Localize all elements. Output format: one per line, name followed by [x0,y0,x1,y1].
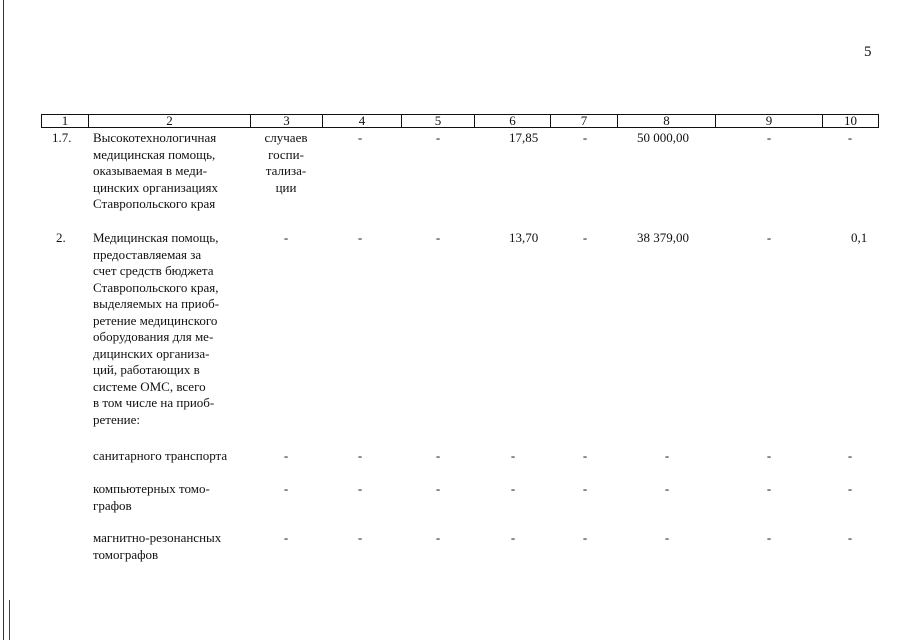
header-col-8: 8 [617,114,716,128]
description-line: томографов [93,546,159,562]
description-line: дицинских организа- [93,345,210,361]
header-col-1: 1 [41,114,89,128]
cell-col-7: - [582,448,588,463]
row-description [93,481,245,514]
cell-col-6: - [510,481,516,496]
header-col-4: 4 [322,114,402,128]
cell-col-5: - [435,481,441,496]
unit-cell: - [283,481,289,496]
header-col-6: 6 [474,114,551,128]
unit-line: случаев [264,130,308,145]
cell-col-10: - [847,448,853,463]
cell-col-6: 13,70 [509,230,539,245]
row-description [93,230,245,428]
cell-col-8: - [664,448,670,463]
cell-col-9: - [766,530,772,545]
description-line: графов [93,497,132,513]
row-description: санитарного транспорта [93,448,228,463]
row-description [93,130,245,213]
unit-cell: - [283,448,289,463]
description-line: системе ОМС, всего [93,378,206,394]
cell-col-6: - [510,530,516,545]
cell-col-7: - [582,481,588,496]
header-col-3: 3 [250,114,323,128]
cell-col-8: 38 379,00 [637,230,689,245]
description-line: оборудования для ме- [93,329,214,344]
row-number: 1.7. [52,130,72,145]
cell-col-5: - [435,448,441,463]
row-description [93,530,253,563]
description-line: Ставропольского края, [93,279,219,295]
cell-col-8: - [664,530,670,545]
cell-col-10: - [847,130,853,145]
cell-col-9: - [766,130,772,145]
description-line: ций, работающих в [93,362,200,377]
unit-line: ции [275,179,297,195]
cell-col-6: 17,85 [509,130,539,145]
cell-col-5: - [435,530,441,545]
cell-col-4: - [357,130,363,145]
header-col-10: 10 [822,114,879,128]
header-col-2: 2 [88,114,251,128]
unit-line: госпи- [268,146,304,162]
cell-col-8: 50 000,00 [637,130,689,145]
cell-col-7: - [582,130,588,145]
cell-col-10: 0,1 [851,230,868,245]
row-number: 2. [56,230,66,245]
cell-col-9: - [766,448,772,463]
description-line: счет средств бюджета [93,263,214,278]
description-line: цинских организациях [93,179,218,195]
description-line: ретение медицинского [93,312,218,328]
cell-col-7: - [582,530,588,545]
unit-line: тализа- [265,163,307,178]
unit-cell: - [283,230,289,245]
cell-col-4: - [357,448,363,463]
description-line: магнитно-резонансных [93,530,222,545]
cell-col-8: - [664,481,670,496]
description-line: ретение: [93,411,141,427]
cell-col-4: - [357,530,363,545]
cell-col-4: - [357,481,363,496]
header-col-9: 9 [715,114,823,128]
header-col-5: 5 [401,114,475,128]
page-number: 5 [864,44,872,60]
description-line: Высокотехнологичная [93,130,217,145]
description-line: оказываемая в меди- [93,163,208,178]
cell-col-10: - [847,481,853,496]
scan-edge-line-lower [9,600,10,640]
header-col-7: 7 [550,114,618,128]
scan-edge-line [3,0,4,640]
description-line: Ставропольского края [93,196,216,211]
cell-col-9: - [766,481,772,496]
description-line: медицинская помощь, [93,146,216,162]
cell-col-9: - [766,230,772,245]
cell-col-10: - [847,530,853,545]
cell-col-5: - [435,130,441,145]
description-line: выделяемых на приоб- [93,296,220,311]
cell-col-5: - [435,230,441,245]
description-line: предоставляемая за [93,246,202,262]
description-line: в том числе на приоб- [93,395,215,410]
cell-col-6: - [510,448,516,463]
cell-col-4: - [357,230,363,245]
unit-cell [256,130,316,196]
cell-col-7: - [582,230,588,245]
description-line: компьютерных томо- [93,481,210,496]
unit-cell: - [283,530,289,545]
description-line: Медицинская помощь, [93,230,219,245]
